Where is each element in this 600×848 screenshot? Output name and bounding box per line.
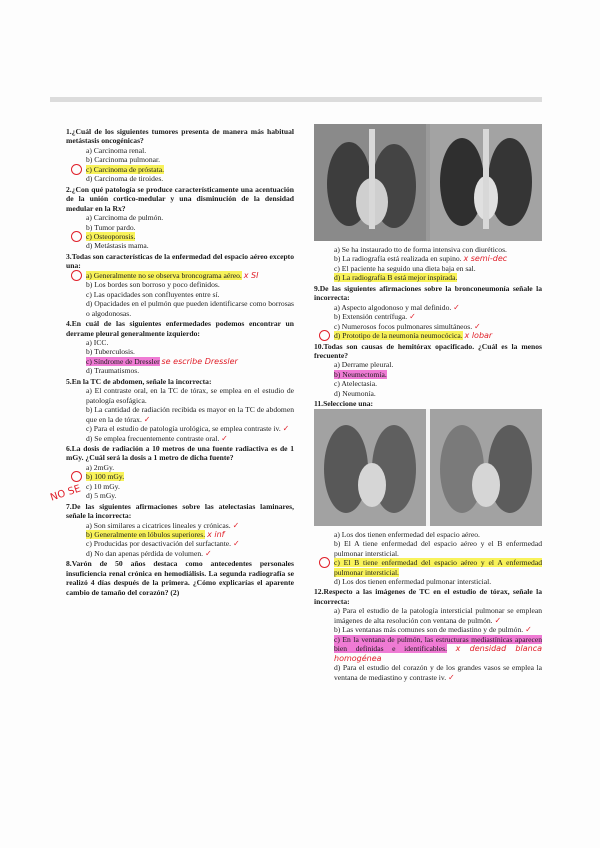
option: c) Numerosos focos pulmonares simultáneos. ✓	[334, 321, 481, 331]
option: a) Para el estudio de la patología intersticial pulmonar se emplean imágenes de alta resolución con ventana de pulmón. ✓	[334, 606, 542, 625]
option: d) Metástasis mama.	[86, 241, 149, 251]
chest-xray-pair-image	[314, 124, 542, 241]
option: a) El contraste oral, en la TC de tórax, se emplea en el estudio de patología esofágica.	[86, 386, 294, 405]
option: a) Los dos tienen enfermedad del espacio aéreo.	[334, 529, 480, 539]
option-selected: c) Síndrome de Dressler se escribe Dressler	[86, 356, 238, 366]
left-column	[66, 126, 294, 597]
option-selected: a) Generalmente no se observa broncograma aéreo. x SI	[66, 271, 294, 280]
answer-circle	[71, 270, 82, 281]
option: a) Aspecto algodonoso y mal definido. ✓	[334, 302, 460, 312]
option: d) Traumatismos.	[86, 366, 140, 376]
right-column	[314, 124, 542, 682]
question-7-stem: 7.De las siguientes afirmaciones sobre las atelectasias laminares, señale la incorrecta:	[66, 501, 294, 521]
option: a) Carcinoma renal.	[86, 145, 147, 155]
option-selected: c) Carcinoma de próstata.	[66, 165, 294, 174]
option: d) 5 mGy.	[86, 491, 117, 501]
option: a) ICC.	[86, 337, 109, 347]
option: b) Tumor pardo.	[86, 222, 136, 232]
question-6-stem: 6.La dosis de radiación a 10 metros de una fuente radiactiva es de 1 mGy. ¿Cuál será la dosis a 1 metro de dicha fuente?	[66, 443, 294, 463]
option: b) Tuberculosis.	[86, 347, 135, 357]
option: c) 10 mGy.	[86, 481, 120, 491]
option-selected: c) En la ventana de pulmón, las estructuras mediastínicas aparecen bien definidas e identificables. x densidad blanca homogénea	[334, 634, 543, 663]
option: b) Las ventanas más comunes son de mediastino y de pulmón. ✓	[334, 625, 532, 635]
option-selected: c) El B tiene enfermedad del espacio aéreo y el A enfermedad pulmonar intersticial.	[314, 558, 542, 577]
margin-note: NO SE	[49, 483, 83, 504]
option: b) El A tiene enfermedad del espacio aéreo y el B enfermedad pulmonar intersticial.	[334, 539, 542, 558]
answer-circle	[319, 557, 330, 568]
option-selected: b) Neumectomía.	[334, 369, 387, 379]
question-2-stem: 2.¿Con qué patología se produce característicamente una acentuación de la unión cortico-medular y una disminución de la densidad medular en la Rx?	[66, 184, 294, 213]
handwritten-note: x semi-dec	[463, 254, 508, 264]
option-selected: d) La radiografía B está mejor inspirada.	[334, 273, 458, 283]
option: c) Producidas por desactivación del surfactante. ✓	[86, 539, 240, 549]
option-selected: b) 100 mGy.	[66, 472, 294, 481]
option: c) Atelectasia.	[334, 379, 378, 389]
question-8-stem: 8.Varón de 50 años destaca como antecedentes personales insuficiencia renal crónica en hemodiálisis. La segunda radiografía se realizó 4 días después de la primera. ¿Cómo explicarías el aparente cambio de tamaño del corazón? (2)	[66, 559, 294, 597]
option: a) 2mGy.	[86, 462, 115, 472]
option: b) La cantidad de radiación recibida es mayor en la TC de abdomen que en la de tórax. ✓	[86, 405, 294, 424]
handwritten-note: x SI	[243, 270, 259, 280]
option: d) Carcinoma de tiroides.	[86, 174, 164, 184]
answer-circle	[319, 330, 330, 341]
question-3-stem: 3.Todas son características de la enfermedad del espacio aéreo excepto una:	[66, 251, 294, 271]
answer-circle	[71, 231, 82, 242]
answer-circle	[71, 164, 82, 175]
option: b) Extensión centrífuga. ✓	[334, 312, 416, 322]
option: d) No dan apenas pérdida de volumen. ✓	[86, 548, 212, 558]
option: b) La radiografía está realizada en supino. x semi-dec	[334, 254, 508, 264]
option: b) Carcinoma pulmonar.	[86, 155, 161, 165]
question-12-stem: 12.Respecto a las imágenes de TC en el estudio de tórax, señale la incorrecta:	[314, 587, 542, 606]
option: c) Para el estudio de patología urológica, se emplea contraste iv. ✓	[86, 424, 290, 434]
option: d) Se emplea frecuentemente contraste oral. ✓	[86, 433, 228, 443]
question-11-stem: 11.Seleccione una:	[314, 399, 374, 409]
handwritten-note: x lobar	[464, 331, 493, 341]
option-selected: c) Osteoporosis.	[66, 232, 294, 241]
chest-xray-pair-image	[314, 409, 542, 526]
handwritten-note: x densidad blanca homogénea	[334, 644, 543, 663]
option: a) Carcinoma de pulmón.	[86, 213, 164, 223]
question-4-stem: 4.En cuál de las siguientes enfermedades podemos encontrar un derrame pleural generalmente izquierdo:	[66, 319, 294, 338]
option: c) El paciente ha seguido una dieta baja en sal.	[334, 263, 476, 273]
question-5-stem: 5.En la TC de abdomen, señale la incorrecta:	[66, 376, 212, 386]
option: d) Los dos tienen enfermedad pulmonar intersticial.	[334, 576, 492, 586]
page-top-rule	[50, 97, 542, 102]
option: c) Las opacidades son confluyentes entre sí.	[86, 289, 220, 299]
question-1-stem: 1.¿Cuál de los siguientes tumores presenta de manera más habitual metástasis oncogénicas?	[66, 127, 294, 146]
option: d) Neumonía.	[334, 388, 376, 398]
option-selected: d) Prototipo de la neumonía neumocócica. x lobar	[314, 331, 542, 340]
option: a) Derrame pleural.	[334, 360, 394, 370]
option: d) Para el estudio del corazón y de los grandes vasos se emplea la ventana de mediastino y contraste iv. ✓	[334, 663, 542, 682]
option: d) Opacidades en el pulmón que pueden identificarse como borrosas o algodonosas.	[86, 299, 294, 318]
answer-circle	[71, 471, 82, 482]
option-selected: b) Generalmente en lóbulos superiores. x inf	[86, 530, 225, 540]
handwritten-note: se escribe Dressler	[161, 356, 238, 366]
option: a) Son similares a cicatrices lineales y crónicas. ✓	[86, 520, 240, 530]
handwritten-note: x inf	[207, 530, 225, 540]
option: b) Los bordes son borroso y poco definidos.	[86, 280, 220, 290]
question-10-stem: 10.Todas son causas de hemitórax opacificado. ¿Cuál es la menos frecuente?	[314, 341, 542, 360]
option: a) Se ha instaurado tto de forma intensiva con diuréticos.	[334, 245, 507, 254]
question-9-stem: 9.De las siguientes afirmaciones sobre la bronconeumonía señale la incorrecta:	[314, 283, 542, 303]
